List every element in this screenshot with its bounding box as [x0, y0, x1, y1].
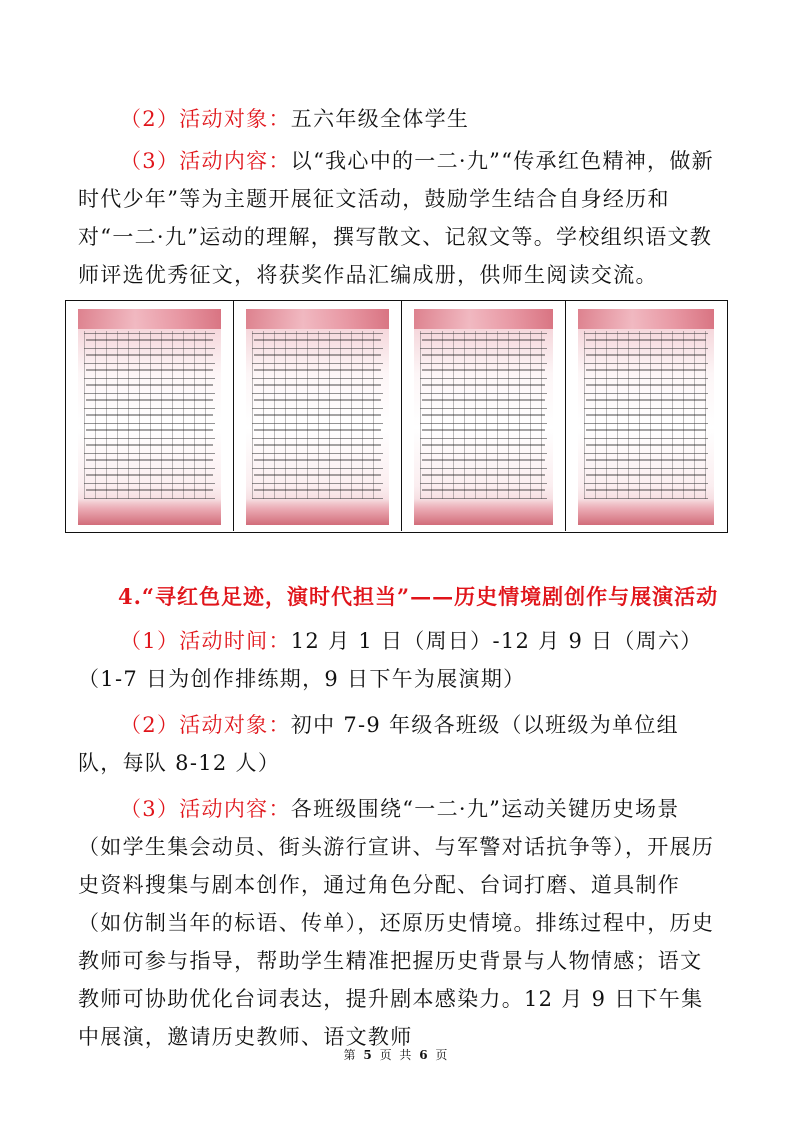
- text-activity-target: 五六年级全体学生: [290, 107, 470, 131]
- label-activity-target: （2）活动对象：: [120, 107, 291, 131]
- footer-prefix: 第: [343, 1048, 358, 1062]
- text-activity-time: 12 月 1 日（周日）-12 月 9 日（周六）（1-7 日为创作排练期，9 日下午为展演期）: [78, 629, 703, 691]
- text-activity-target-2: 初中 7-9 年级各班级（以班级为单位组队，每队 8-12 人）: [78, 713, 679, 775]
- label-activity-target-2: （2）活动对象：: [120, 713, 291, 737]
- paragraph-activity-time: [78, 622, 718, 698]
- label-activity-content: （3）活动内容：: [120, 149, 291, 173]
- footer-total-pages: 6: [419, 1048, 430, 1062]
- essay-photo-3: [402, 301, 566, 531]
- text-activity-content-2: 各班级围绕“一二·九”运动关键历史场景（如学生集会动员、街头游行宣讲、与军警对话抗争等），开展历史资料搜集与剧本创作，通过角色分配、台词打磨、道具制作（如仿制当年的标语、传单），还原历史情境。排练过程中，历史教师可参与指导，帮助学生精准把握历史背景与人物情感；语文教师可协助优化台词表达，提升剧本感染力。12 月 9 日下午集中展演，邀请历史教师、语文教师: [78, 797, 715, 1049]
- page-footer: [0, 1046, 793, 1063]
- paragraph-activity-target-1: [78, 100, 718, 138]
- footer-page-number: 5: [363, 1048, 374, 1062]
- label-activity-time: （1）活动时间：: [120, 629, 291, 653]
- paragraph-activity-target-2: [78, 706, 718, 782]
- paragraph-activity-content-1: [78, 142, 718, 294]
- text-activity-content: 以“我心中的一二·九”“传承红色精神，做新时代少年”等为主题开展征文活动，鼓励学生结合自身经历和对“一二·九”运动的理解，撰写散文、记叙文等。学校组织语文教师评选优秀征文，将获奖作品汇编成册，供师生阅读交流。: [78, 149, 714, 287]
- label-activity-content-2: （3）活动内容：: [120, 797, 291, 821]
- footer-suffix: 页: [435, 1048, 450, 1062]
- section-4-heading: 4.“寻红色足迹，演时代担当”——历史情境剧创作与展演活动: [118, 584, 719, 609]
- essay-photo-gallery: [65, 300, 728, 533]
- paragraph-activity-content-2: [78, 790, 718, 1056]
- essay-photo-1: [66, 301, 234, 531]
- essay-photo-2: [234, 301, 402, 531]
- essay-photo-4: [566, 301, 726, 531]
- footer-mid: 页 共: [379, 1048, 414, 1062]
